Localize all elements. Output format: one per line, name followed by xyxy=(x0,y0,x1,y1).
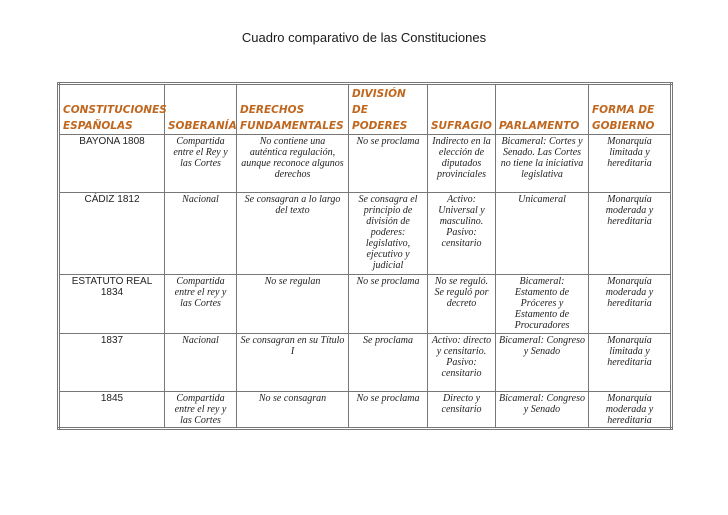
table-row xyxy=(59,135,672,193)
table-row xyxy=(59,275,672,334)
cell-division-poderes: Se proclama xyxy=(349,334,428,392)
header-division-poderes: DIVISIÓN DE PODERES xyxy=(349,84,428,135)
cell-forma-gobierno: Monarquía moderada y hereditaria xyxy=(589,392,672,429)
cell-division-poderes: No se proclama xyxy=(349,392,428,429)
cell-soberania: Nacional xyxy=(165,334,237,392)
cell-sufragio: Directo y censitario xyxy=(428,392,496,429)
cell-forma-gobierno: Monarquía limitada y hereditaria xyxy=(589,135,672,193)
cell-constitucion: CÁDIZ 1812 xyxy=(59,193,165,275)
cell-constitucion: 1837 xyxy=(59,334,165,392)
header-sufragio: SUFRAGIO xyxy=(428,84,496,135)
cell-derechos: Se consagran en su Título I xyxy=(237,334,349,392)
cell-sufragio: Activo: directo y censitario. Pasivo: censitario xyxy=(428,334,496,392)
comparison-table-wrapper xyxy=(57,82,670,430)
cell-division-poderes: No se proclama xyxy=(349,135,428,193)
table-row xyxy=(59,193,672,275)
cell-derechos: Se consagran a lo largo del texto xyxy=(237,193,349,275)
cell-sufragio: No se reguló. Se reguló por decreto xyxy=(428,275,496,334)
cell-forma-gobierno: Monarquía moderada y hereditaria xyxy=(589,193,672,275)
header-derechos: DERECHOS FUNDAMENTALES xyxy=(237,84,349,135)
cell-soberania: Compartida entre el rey y las Cortes xyxy=(165,392,237,429)
document-title: Cuadro comparativo de las Constituciones xyxy=(241,30,487,45)
table-header-row xyxy=(59,84,672,135)
header-parlamento: PARLAMENTO xyxy=(496,84,589,135)
cell-parlamento: Bicameral: Congreso y Senado xyxy=(496,334,589,392)
cell-division-poderes: Se consagra el principio de división de poderes: legislativo, ejecutivo y judicial xyxy=(349,193,428,275)
cell-derechos: No contiene una auténtica regulación, aunque reconoce algunos derechos xyxy=(237,135,349,193)
comparison-table xyxy=(57,82,673,430)
cell-constitucion: 1845 xyxy=(59,392,165,429)
cell-derechos: No se consagran xyxy=(237,392,349,429)
cell-constitucion: ESTATUTO REAL 1834 xyxy=(59,275,165,334)
header-forma-gobierno: FORMA DE GOBIERNO xyxy=(589,84,672,135)
cell-division-poderes: No se proclama xyxy=(349,275,428,334)
cell-forma-gobierno: Monarquía limitada y hereditaria xyxy=(589,334,672,392)
cell-sufragio: Activo: Universal y masculino. Pasivo: censitario xyxy=(428,193,496,275)
cell-parlamento: Bicameral: Cortes y Senado. Las Cortes no tiene la iniciativa legislativa xyxy=(496,135,589,193)
cell-sufragio: Indirecto en la elección de diputados provinciales xyxy=(428,135,496,193)
cell-forma-gobierno: Monarquía moderada y hereditaria xyxy=(589,275,672,334)
table-row xyxy=(59,334,672,392)
header-soberania: SOBERANÍA xyxy=(165,84,237,135)
header-constituciones: CONSTITUCIONES ESPAÑOLAS xyxy=(59,84,165,135)
cell-parlamento: Unicameral xyxy=(496,193,589,275)
table-row xyxy=(59,392,672,429)
cell-parlamento: Bicameral: Congreso y Senado xyxy=(496,392,589,429)
cell-soberania: Compartida entre el rey y las Cortes xyxy=(165,275,237,334)
cell-constitucion: BAYONA 1808 xyxy=(59,135,165,193)
cell-soberania: Nacional xyxy=(165,193,237,275)
cell-soberania: Compartida entre el Rey y las Cortes xyxy=(165,135,237,193)
cell-derechos: No se regulan xyxy=(237,275,349,334)
cell-parlamento: Bicameral: Estamento de Próceres y Estamento de Procuradores xyxy=(496,275,589,334)
